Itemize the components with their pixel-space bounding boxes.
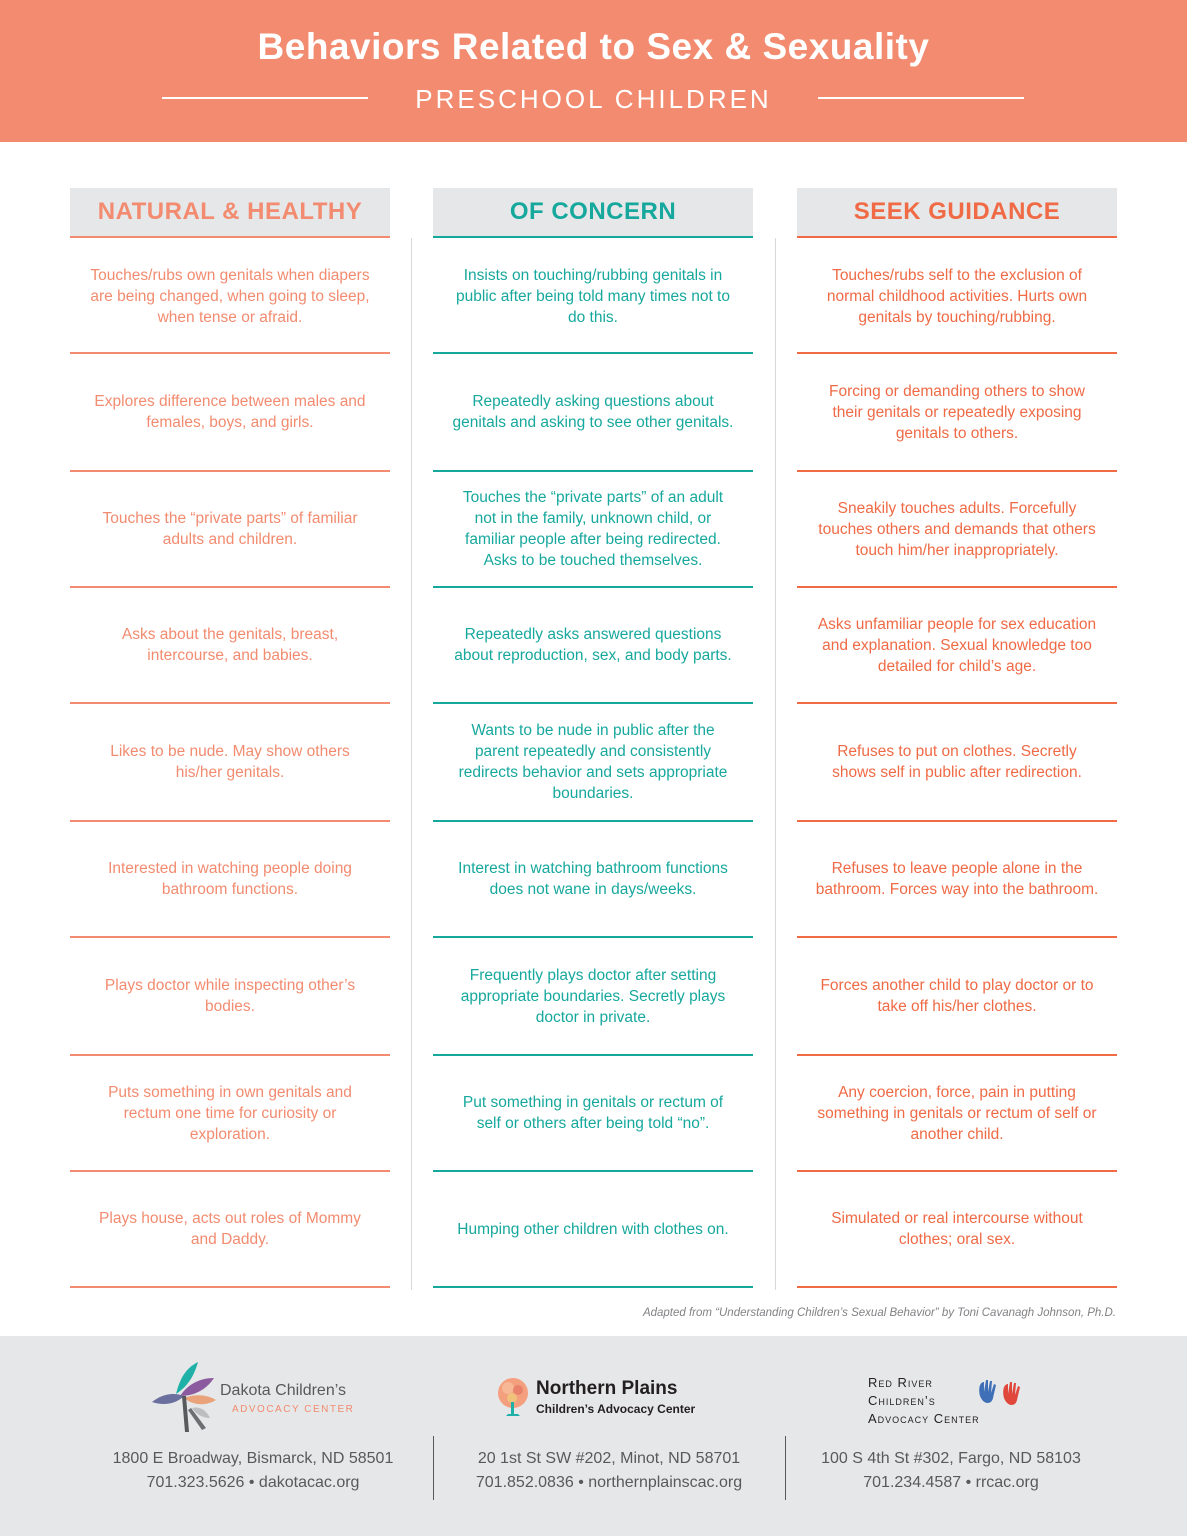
org-name [868, 1374, 980, 1428]
handprints-icon [972, 1374, 1032, 1410]
column-heading: SEEK GUIDANCE [797, 188, 1117, 236]
org-address: 1800 E Broadway, Bismarck, ND 58501 [112, 1450, 394, 1467]
row-divider [797, 1286, 1117, 1288]
org-contact: 701.323.5626 • dakotacac.org [146, 1474, 360, 1491]
org-name-line: Red River [868, 1375, 933, 1390]
org-contact: 701.234.4587 • rrcac.org [863, 1474, 1039, 1491]
behavior-item: Simulated or real intercourse without clothes; oral sex. [831, 1210, 1083, 1248]
behavior-item: Forces another child to play doctor or to take off his/her clothes. [820, 977, 1094, 1015]
page-title: Behaviors Related to Sex & Sexuality [257, 26, 930, 67]
behavior-item: Touches/rubs own genitals when diapers are being changed, when going to sleep, when tense or afraid. [90, 266, 370, 326]
org-red-river-cac [786, 1336, 1116, 1536]
source-credit: Adapted from “Understanding Children’s Sexual Behavior” by Toni Cavanagh Johnson, Ph.D. [642, 1307, 1116, 1319]
org-address-block [88, 1447, 418, 1495]
behavior-item: Explores difference between males and females, boys, and girls. [94, 393, 366, 431]
behavior-item: Interested in watching people doing bathroom functions. [108, 860, 352, 898]
behavior-item: Likes to be nude. May show others his/her genitals. [110, 743, 350, 781]
behavior-item: Interest in watching bathroom functions does not wane in days/weeks. [458, 860, 728, 898]
behavior-item: Put something in genitals or rectum of self or others after being told “no”. [462, 1094, 724, 1132]
behavior-item: Repeatedly asking questions about genitals and asking to see other genitals. [452, 393, 734, 431]
behavior-item: Asks unfamiliar people for sex education and explanation. Sexual knowledge too detailed for child’s age. [817, 615, 1097, 675]
column-heading: OF CONCERN [433, 188, 753, 236]
behavior-item: Forcing or demanding others to show their genitals or repeatedly exposing genitals to others. [829, 382, 1085, 442]
org-address-block [786, 1447, 1116, 1495]
footer-divider [433, 1436, 434, 1500]
org-northern-plains-cac [444, 1336, 774, 1536]
org-dakota-cac [88, 1336, 418, 1536]
page-footer [0, 1336, 1187, 1536]
org-name-line: Advocacy Center [868, 1411, 980, 1426]
behavior-item: Insists on touching/rubbing genitals in public after being told many times not to do this. [456, 266, 730, 326]
column-heading: NATURAL & HEALTHY [70, 188, 390, 236]
org-subname: ADVOCACY CENTER [232, 1404, 355, 1415]
behavior-item: Refuses to put on clothes. Secretly shows self in public after redirection. [832, 743, 1082, 781]
org-subname: Children’s Advocacy Center [536, 1402, 696, 1416]
org-address: 100 S 4th St #302, Fargo, ND 58103 [821, 1450, 1081, 1467]
behavior-item: Touches/rubs self to the exclusion of normal childhood activities. Hurts own genitals by touching/rubbing. [826, 266, 1088, 326]
northern-plains-cac-logo [444, 1348, 774, 1438]
behavior-item: Frequently plays doctor after setting appropriate boundaries. Secretly plays doctor in private. [460, 966, 726, 1026]
org-name: Northern Plains [536, 1378, 678, 1399]
behavior-item: Sneakily touches adults. Forcefully touches others and demands that others touch him/her inappropriately. [818, 499, 1096, 559]
behavior-item: Wants to be nude in public after the parent repeatedly and consistently redirects behavior and sets appropriate boundaries. [458, 722, 728, 802]
org-name-line: Children’s [868, 1393, 936, 1408]
footer-divider [785, 1436, 786, 1500]
behavior-item: Any coercion, force, pain in putting something in genitals or rectum of self or another child. [817, 1083, 1097, 1143]
heading-underline [70, 236, 390, 238]
page-header [0, 0, 1187, 142]
row-divider [70, 1286, 390, 1288]
behavior-item: Puts something in own genitals and rectum one time for curiosity or exploration. [108, 1083, 352, 1143]
column-of-concern [433, 188, 753, 1238]
heading-underline [433, 236, 753, 238]
behavior-item: Plays doctor while inspecting other’s bodies. [104, 977, 356, 1015]
page-subtitle: PRESCHOOL CHILDREN [415, 84, 772, 114]
behavior-item: Asks about the genitals, breast, intercourse, and babies. [121, 626, 339, 664]
row-divider [433, 1286, 753, 1288]
org-name: Dakota Children’s [220, 1382, 346, 1399]
column-divider [411, 238, 412, 1290]
heading-underline [797, 236, 1117, 238]
column-divider [775, 238, 776, 1290]
org-contact: 701.852.0836 • northernplainscac.org [475, 1474, 743, 1491]
behavior-item: Refuses to leave people alone in the bathroom. Forces way into the bathroom. [815, 860, 1099, 898]
behavior-item: Repeatedly asks answered questions about reproduction, sex, and body parts. [454, 626, 732, 664]
behavior-item: Touches the “private parts” of familiar adults and children. [102, 510, 358, 548]
column-seek-guidance [797, 188, 1117, 1248]
subtitle-rule-right [818, 97, 1024, 99]
org-address: 20 1st St SW #202, Minot, ND 58701 [477, 1450, 741, 1467]
dakota-cac-logo [88, 1348, 418, 1438]
org-address-block [444, 1447, 774, 1495]
behavior-item: Humping other children with clothes on. [457, 1220, 729, 1238]
behavior-item: Plays house, acts out roles of Mommy and Daddy. [99, 1210, 361, 1248]
column-natural-healthy [70, 188, 390, 1248]
red-river-cac-logo [786, 1348, 1116, 1438]
behavior-item: Touches the “private parts” of an adult not in the family, unknown child, or familiar people after being redirected. Asks to be touched themselves. [462, 489, 724, 569]
